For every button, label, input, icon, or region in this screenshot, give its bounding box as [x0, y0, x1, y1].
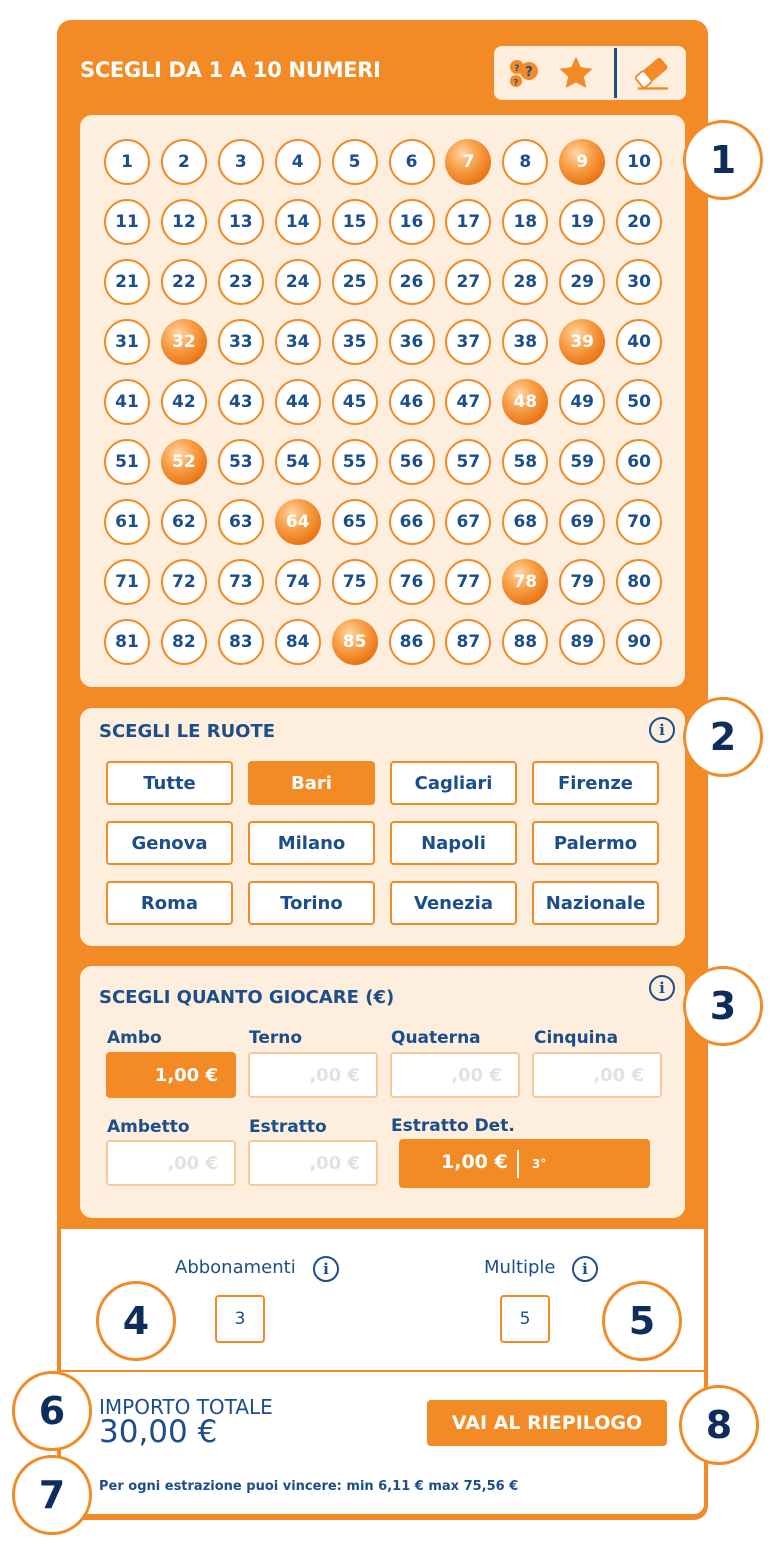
- number-ball-80[interactable]: 80: [616, 559, 662, 605]
- number-ball-41[interactable]: 41: [104, 379, 150, 425]
- number-ball-60[interactable]: 60: [616, 439, 662, 485]
- number-ball-55[interactable]: 55: [332, 439, 378, 485]
- number-ball-85[interactable]: 85: [332, 619, 378, 665]
- summary-button[interactable]: VAI AL RIEPILOGO: [427, 1400, 667, 1446]
- abbonamenti-label: Abbonamenti: [175, 1257, 296, 1278]
- divider: [61, 1370, 704, 1372]
- callout-7: 7: [12, 1455, 92, 1535]
- number-ball-67[interactable]: 67: [445, 499, 491, 545]
- number-ball-46[interactable]: 46: [389, 379, 435, 425]
- number-ball-39[interactable]: 39: [559, 319, 605, 365]
- wheel-button-roma[interactable]: Roma: [106, 881, 233, 925]
- abbonamenti-input[interactable]: 3: [215, 1295, 265, 1343]
- number-ball-77[interactable]: 77: [445, 559, 491, 605]
- total-label: IMPORTO TOTALE: [99, 1395, 273, 1419]
- number-ball-45[interactable]: 45: [332, 379, 378, 425]
- number-ball-47[interactable]: 47: [445, 379, 491, 425]
- bets-info-icon[interactable]: i: [649, 975, 675, 1001]
- estratto-det-input[interactable]: [399, 1139, 650, 1188]
- terno-input[interactable]: ,00 €: [248, 1052, 378, 1098]
- callout-1: 1: [683, 120, 763, 200]
- number-ball-89[interactable]: 89: [559, 619, 605, 665]
- number-ball-10[interactable]: 10: [616, 139, 662, 185]
- number-ball-73[interactable]: 73: [218, 559, 264, 605]
- number-ball-54[interactable]: 54: [275, 439, 321, 485]
- win-note: Per ogni estrazione puoi vincere: min 6,11 € max 75,56 €: [99, 1479, 519, 1494]
- number-ball-25[interactable]: 25: [332, 259, 378, 305]
- number-ball-59[interactable]: 59: [559, 439, 605, 485]
- number-ball-28[interactable]: 28: [502, 259, 548, 305]
- number-ball-16[interactable]: 16: [389, 199, 435, 245]
- cinquina-label: Cinquina: [534, 1028, 619, 1048]
- number-ball-5[interactable]: 5: [332, 139, 378, 185]
- multiple-info-icon[interactable]: i: [572, 1256, 598, 1282]
- number-ball-2[interactable]: 2: [161, 139, 207, 185]
- number-ball-87[interactable]: 87: [445, 619, 491, 665]
- wheels-title: SCEGLI LE RUOTE: [99, 721, 276, 742]
- number-ball-43[interactable]: 43: [218, 379, 264, 425]
- number-ball-37[interactable]: 37: [445, 319, 491, 365]
- number-ball-38[interactable]: 38: [502, 319, 548, 365]
- page-title: SCEGLI DA 1 A 10 NUMERI: [80, 58, 381, 82]
- wheel-button-milano[interactable]: Milano: [248, 821, 375, 865]
- wheel-button-torino[interactable]: Torino: [248, 881, 375, 925]
- estratto-det-separator: [517, 1150, 519, 1178]
- toolbox-separator: [614, 48, 617, 98]
- estratto-det-label: Estratto Det.: [391, 1116, 515, 1136]
- wheel-button-bari[interactable]: Bari: [248, 761, 375, 805]
- number-ball-50[interactable]: 50: [616, 379, 662, 425]
- number-ball-14[interactable]: 14: [275, 199, 321, 245]
- number-ball-34[interactable]: 34: [275, 319, 321, 365]
- wheel-button-tutte[interactable]: Tutte: [106, 761, 233, 805]
- svg-text:?: ?: [514, 64, 520, 74]
- ambo-input[interactable]: 1,00 €: [106, 1052, 236, 1098]
- number-ball-36[interactable]: 36: [389, 319, 435, 365]
- number-ball-75[interactable]: 75: [332, 559, 378, 605]
- number-ball-12[interactable]: 12: [161, 199, 207, 245]
- number-ball-6[interactable]: 6: [389, 139, 435, 185]
- number-ball-58[interactable]: 58: [502, 439, 548, 485]
- callout-6: 6: [12, 1371, 92, 1451]
- wheel-button-nazionale[interactable]: Nazionale: [532, 881, 659, 925]
- wheel-button-firenze[interactable]: Firenze: [532, 761, 659, 805]
- wheel-button-cagliari[interactable]: Cagliari: [390, 761, 517, 805]
- number-ball-11[interactable]: 11: [104, 199, 150, 245]
- number-ball-66[interactable]: 66: [389, 499, 435, 545]
- number-ball-3[interactable]: 3: [218, 139, 264, 185]
- multiple-label: Multiple: [484, 1257, 556, 1278]
- number-ball-74[interactable]: 74: [275, 559, 321, 605]
- number-ball-68[interactable]: 68: [502, 499, 548, 545]
- number-ball-61[interactable]: 61: [104, 499, 150, 545]
- number-ball-33[interactable]: 33: [218, 319, 264, 365]
- number-ball-52[interactable]: 52: [161, 439, 207, 485]
- total-value: 30,00 €: [99, 1414, 218, 1450]
- multiple-input[interactable]: 5: [500, 1295, 550, 1343]
- number-ball-35[interactable]: 35: [332, 319, 378, 365]
- eraser-icon[interactable]: [632, 53, 672, 93]
- number-ball-44[interactable]: 44: [275, 379, 321, 425]
- number-ball-1[interactable]: 1: [104, 139, 150, 185]
- bets-title: SCEGLI QUANTO GIOCARE (€): [99, 987, 395, 1008]
- callout-4: 4: [96, 1281, 176, 1361]
- wheel-button-napoli[interactable]: Napoli: [390, 821, 517, 865]
- terno-label: Terno: [249, 1028, 303, 1048]
- number-ball-79[interactable]: 79: [559, 559, 605, 605]
- ambetto-label: Ambetto: [107, 1117, 190, 1137]
- number-ball-27[interactable]: 27: [445, 259, 491, 305]
- number-ball-26[interactable]: 26: [389, 259, 435, 305]
- estratto-det-position[interactable]: 3°: [532, 1157, 547, 1171]
- number-ball-30[interactable]: 30: [616, 259, 662, 305]
- number-ball-22[interactable]: 22: [161, 259, 207, 305]
- number-ball-64[interactable]: 64: [275, 499, 321, 545]
- abbonamenti-info-icon[interactable]: i: [313, 1256, 339, 1282]
- number-ball-71[interactable]: 71: [104, 559, 150, 605]
- wheel-button-venezia[interactable]: Venezia: [390, 881, 517, 925]
- wheels-info-icon[interactable]: i: [649, 717, 675, 743]
- number-ball-83[interactable]: 83: [218, 619, 264, 665]
- number-ball-78[interactable]: 78: [502, 559, 548, 605]
- ambetto-input[interactable]: ,00 €: [106, 1140, 236, 1186]
- ambo-label: Ambo: [107, 1028, 162, 1048]
- number-ball-9[interactable]: 9: [559, 139, 605, 185]
- number-ball-15[interactable]: 15: [332, 199, 378, 245]
- callout-8: 8: [679, 1385, 759, 1465]
- number-ball-72[interactable]: 72: [161, 559, 207, 605]
- number-ball-32[interactable]: 32: [161, 319, 207, 365]
- number-ball-63[interactable]: 63: [218, 499, 264, 545]
- number-ball-57[interactable]: 57: [445, 439, 491, 485]
- number-ball-90[interactable]: 90: [616, 619, 662, 665]
- random-numbers-icon[interactable]: [502, 53, 542, 93]
- toolbox: [494, 46, 686, 100]
- number-ball-8[interactable]: 8: [502, 139, 548, 185]
- number-ball-88[interactable]: 88: [502, 619, 548, 665]
- wheel-button-genova[interactable]: Genova: [106, 821, 233, 865]
- number-ball-53[interactable]: 53: [218, 439, 264, 485]
- number-ball-48[interactable]: 48: [502, 379, 548, 425]
- wheel-button-palermo[interactable]: Palermo: [532, 821, 659, 865]
- number-ball-7[interactable]: 7: [445, 139, 491, 185]
- number-ball-18[interactable]: 18: [502, 199, 548, 245]
- number-ball-56[interactable]: 56: [389, 439, 435, 485]
- number-ball-76[interactable]: 76: [389, 559, 435, 605]
- number-ball-23[interactable]: 23: [218, 259, 264, 305]
- number-ball-20[interactable]: 20: [616, 199, 662, 245]
- number-ball-86[interactable]: 86: [389, 619, 435, 665]
- quaterna-label: Quaterna: [391, 1028, 481, 1048]
- number-ball-69[interactable]: 69: [559, 499, 605, 545]
- estratto-label: Estratto: [249, 1117, 327, 1137]
- number-ball-13[interactable]: 13: [218, 199, 264, 245]
- callout-5: 5: [602, 1281, 682, 1361]
- estratto-input[interactable]: ,00 €: [248, 1140, 378, 1186]
- quaterna-input[interactable]: ,00 €: [390, 1052, 520, 1098]
- estratto-det-value: 1,00 €: [441, 1151, 508, 1173]
- number-ball-24[interactable]: 24: [275, 259, 321, 305]
- number-ball-81[interactable]: 81: [104, 619, 150, 665]
- number-ball-62[interactable]: 62: [161, 499, 207, 545]
- number-ball-65[interactable]: 65: [332, 499, 378, 545]
- svg-text:?: ?: [513, 78, 519, 87]
- number-ball-49[interactable]: 49: [559, 379, 605, 425]
- number-ball-51[interactable]: 51: [104, 439, 150, 485]
- number-ball-42[interactable]: 42: [161, 379, 207, 425]
- number-ball-70[interactable]: 70: [616, 499, 662, 545]
- number-ball-19[interactable]: 19: [559, 199, 605, 245]
- number-ball-21[interactable]: 21: [104, 259, 150, 305]
- number-ball-40[interactable]: 40: [616, 319, 662, 365]
- favorite-star-icon[interactable]: [556, 53, 596, 93]
- callout-3: 3: [683, 966, 763, 1046]
- number-ball-4[interactable]: 4: [275, 139, 321, 185]
- number-ball-29[interactable]: 29: [559, 259, 605, 305]
- cinquina-input[interactable]: ,00 €: [532, 1052, 662, 1098]
- number-ball-84[interactable]: 84: [275, 619, 321, 665]
- svg-text:?: ?: [525, 65, 533, 80]
- number-ball-31[interactable]: 31: [104, 319, 150, 365]
- number-ball-17[interactable]: 17: [445, 199, 491, 245]
- number-ball-82[interactable]: 82: [161, 619, 207, 665]
- callout-2: 2: [683, 697, 763, 777]
